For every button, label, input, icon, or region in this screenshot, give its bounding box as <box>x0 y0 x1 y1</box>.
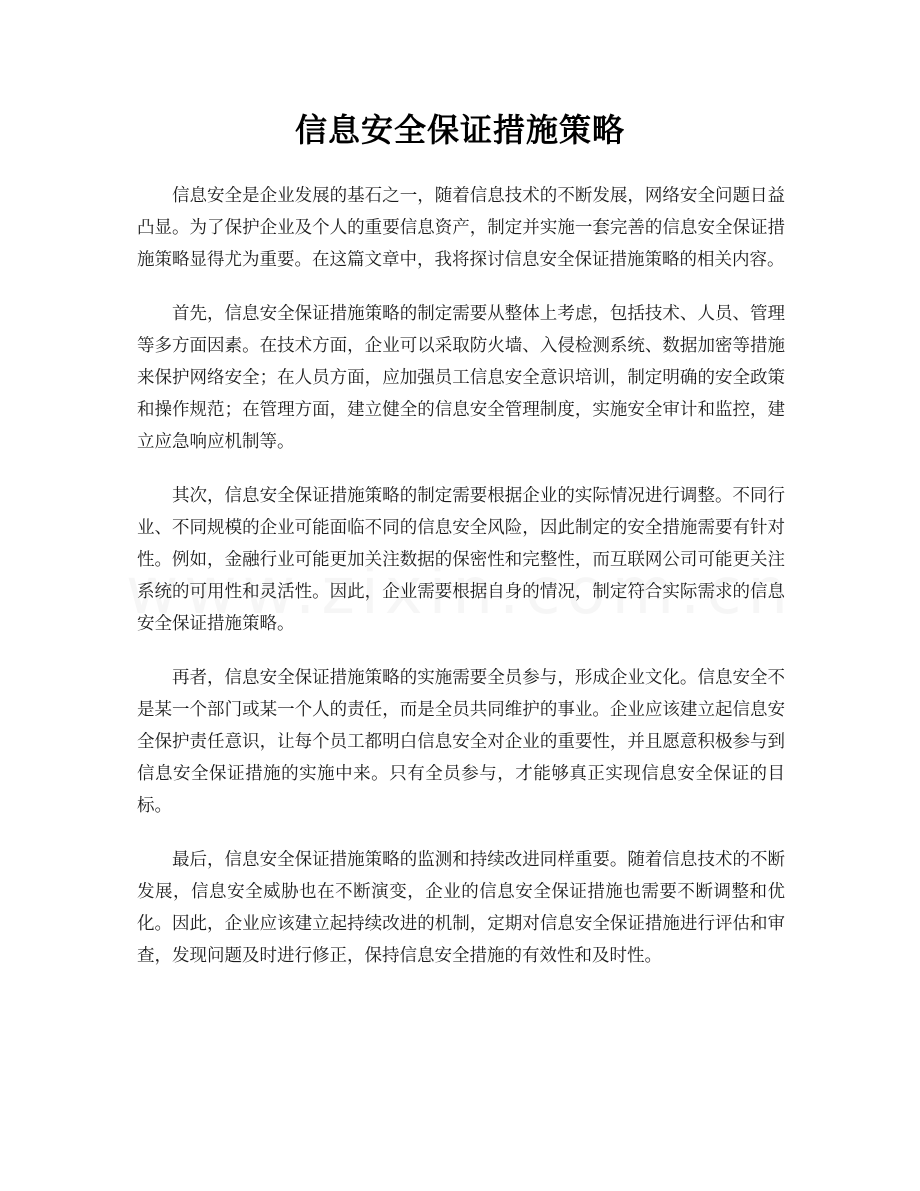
paragraph-2: 首先，信息安全保证措施策略的制定需要从整体上考虑，包括技术、人员、管理等多方面因素。在技术方面，企业可以采取防火墙、入侵检测系统、数据加密等措施来保护网络安全；在人员方面，应加强员工信息安全意识培训，制定明确的安全政策和操作规范；在管理方面，建立健全的信息安全管理制度，实施安全审计和监控，建立应急响应机制等。 <box>137 304 785 452</box>
paragraph-5: 最后，信息安全保证措施策略的监测和持续改进同样重要。随着信息技术的不断发展，信息安全威胁也在不断演变，企业的信息安全保证措施也需要不断调整和优化。因此，企业应该建立起持续改进的机制，定期对信息安全保证措施进行评估和审查，发现问题及时进行修正，保持信息安全措施的有效性和及时性。 <box>137 850 785 966</box>
paragraph-4: 再者，信息安全保证措施策略的实施需要全员参与，形成企业文化。信息安全不是某一个部门或某一个人的责任，而是全员共同维护的事业。企业应该建立起信息安全保护责任意识，让每个员工都明白信息安全对企业的重要性，并且愿意积极参与到信息安全保证措施的实施中来。只有全员参与，才能够真正实现信息安全保证的目标。 <box>137 668 785 816</box>
document-title: 信息安全保证措施策略 <box>294 111 625 149</box>
paragraph-3: 其次，信息安全保证措施策略的制定需要根据企业的实际情况进行调整。不同行业、不同规模的企业可能面临不同的信息安全风险，因此制定的安全措施需要有针对性。例如，金融行业可能更加关注数据的保密性和完整性，而互联网公司可能更关注系统的可用性和灵活性。因此，企业需要根据自身的情况，制定符合实际需求的信息安全保证措施策略。 <box>137 486 785 634</box>
paragraph-1: 信息安全是企业发展的基石之一，随着信息技术的不断发展，网络安全问题日益凸显。为了保护企业及个人的重要信息资产，制定并实施一套完善的信息安全保证措施策略显得尤为重要。在这篇文章中，我将探讨信息安全保证措施策略的相关内容。 <box>137 186 785 270</box>
document-body <box>137 180 785 994</box>
